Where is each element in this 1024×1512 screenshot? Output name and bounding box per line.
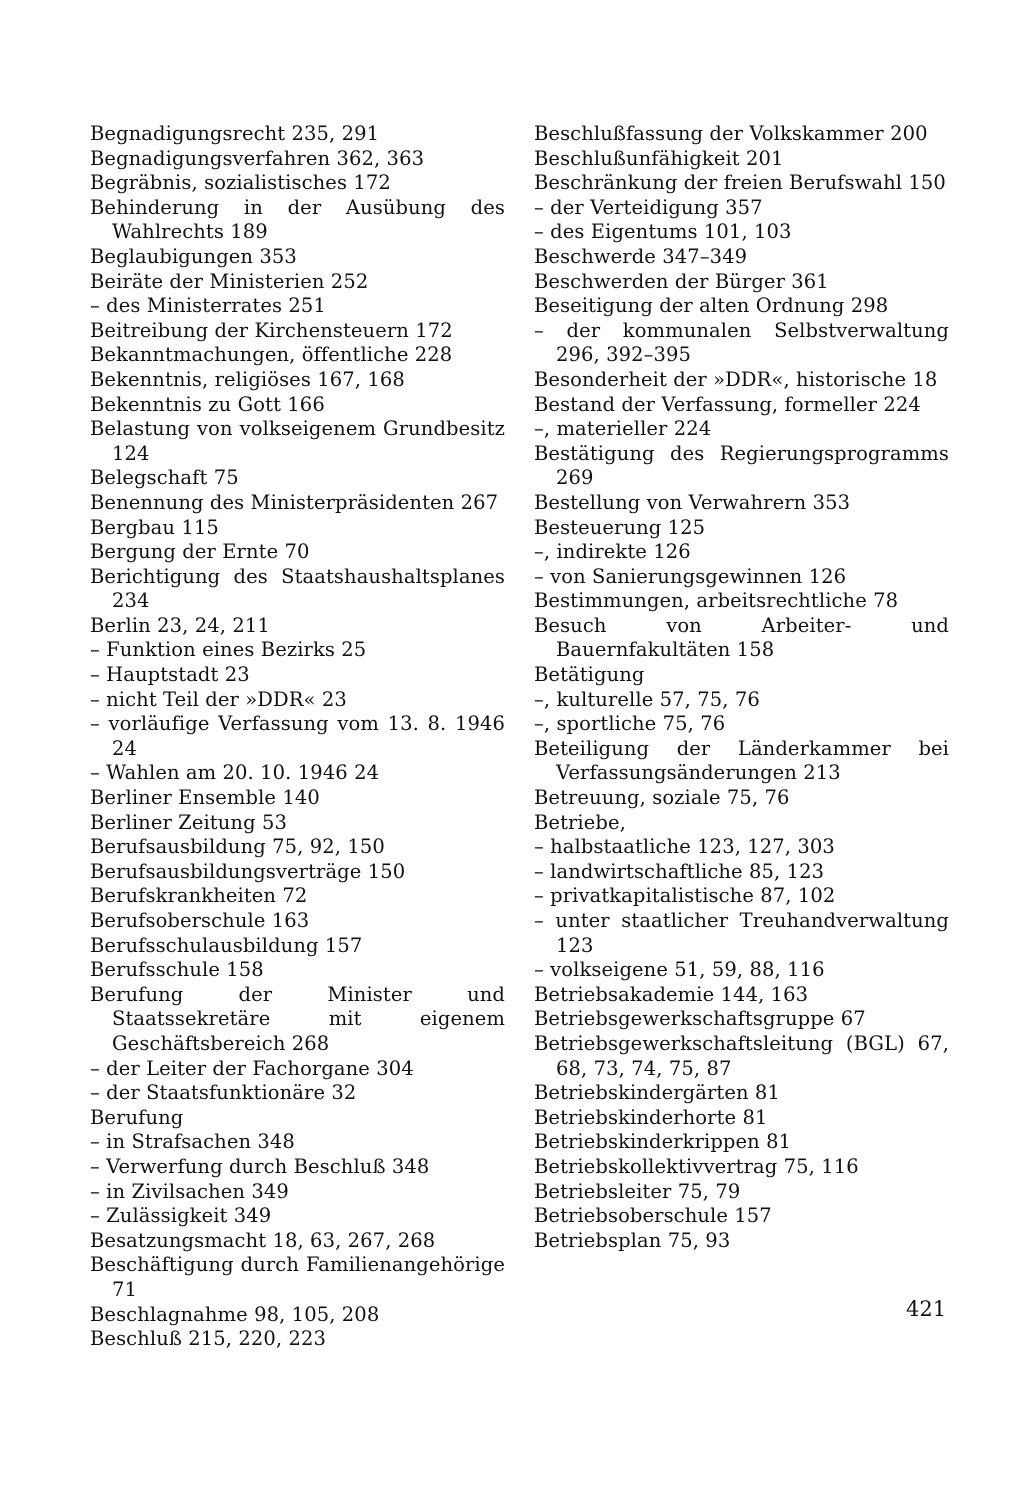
index-entry: –, kulturelle 57, 75, 76 [534,687,760,711]
index-entry: Behinderung in der Ausübung des Wahlrechts 189 [90,195,505,244]
page-number: 421 [906,1297,947,1321]
index-entry: Beschluß 215, 220, 223 [90,1327,327,1351]
index-entry: Beschränkung der freien Berufswahl 150 [534,171,946,195]
index-entry: Bestellung von Verwahrern 353 [534,490,851,514]
index-entry: – landwirtschaftliche 85, 123 [534,859,825,883]
index-column-left [90,122,505,1352]
index-entry: – der kommunalen Selbstverwaltung 296, 392–395 [534,318,949,367]
index-entry: –, materieller 224 [534,417,712,441]
index-entry: – von Sanierungsgewinnen 126 [534,564,847,588]
index-entry: Beschlagnahme 98, 105, 208 [90,1302,380,1326]
index-entry: Beschwerde 347–349 [534,244,748,268]
index-entry: Betriebskollektivvertrag 75, 116 [534,1154,859,1178]
index-entry: Berlin 23, 24, 211 [90,613,270,637]
index-entry: Beschwerden der Bürger 361 [534,269,829,293]
index-entry: Beschlußunfähigkeit 201 [534,146,784,170]
index-entry: Betriebe, [534,810,626,834]
index-entry: – nicht Teil der »DDR« 23 [90,687,347,711]
index-entry: Begräbnis, sozialistisches 172 [90,171,391,195]
index-entry: Belastung von volkseigenem Grundbesitz 124 [90,417,505,465]
index-entry: Betriebskinderkrippen 81 [534,1130,792,1154]
index-entry: Berufskrankheiten 72 [90,884,308,908]
index-entry: Beitreibung der Kirchensteuern 172 [90,318,453,342]
index-entry: – der Leiter der Fachorgane 304 [90,1056,414,1080]
index-entry: Bestimmungen, arbeitsrechtliche 78 [534,589,899,613]
index-entry: – der Verteidigung 357 [534,195,763,219]
index-entry: Bergung der Ernte 70 [90,540,310,564]
index-entry: Besuch von Arbeiter- und Bauernfakultäten 158 [534,613,949,662]
index-entry: Beglaubigungen 353 [90,244,297,268]
index-entry: Betriebskindergärten 81 [534,1081,780,1105]
index-entry: Beschlußfassung der Volkskammer 200 [534,122,928,145]
index-entry: Betriebsgewerkschaftsleitung (BGL) 67, 68, 73, 74, 75, 87 [534,1031,949,1080]
index-entry: – in Zivilsachen 349 [90,1179,289,1203]
index-entry: Betriebskinderhorte 81 [534,1105,768,1129]
index-entry: Berufung [90,1105,184,1129]
index-entry: Betriebsoberschule 157 [534,1204,772,1228]
index-entry: Bekanntmachungen, öffentliche 228 [90,343,453,367]
index-entry: – Hauptstadt 23 [90,663,250,687]
index-entry: – privatkapitalistische 87, 102 [534,884,836,908]
index-entry: – in Strafsachen 348 [90,1130,295,1154]
index-entry: – Funktion eines Bezirks 25 [90,638,367,662]
index-entry: – unter staatlicher Treuhandverwaltung 123 [534,909,949,957]
index-entry: Betriebsplan 75, 93 [534,1228,731,1252]
index-entry: Beseitigung der alten Ordnung 298 [534,294,889,318]
index-entry: Betriebsakademie 144, 163 [534,982,809,1006]
index-column-right [534,122,949,1253]
index-entry: Benennung des Ministerpräsidenten 267 [90,490,499,514]
index-entry: Bergbau 115 [90,515,219,539]
index-entry: Bestätigung des Regierungsprogramms 269 [534,441,949,490]
index-entry: –, indirekte 126 [534,540,691,564]
index-entry: – Verwerfung durch Beschluß 348 [90,1154,430,1178]
index-entry: Begnadigungsrecht 235, 291 [90,122,380,145]
index-entry: – halbstaatliche 123, 127, 303 [534,835,835,859]
index-entry: Besonderheit der »DDR«, historische 18 [534,367,938,391]
index-entry: Berufsoberschule 163 [90,909,310,932]
index-entry: Betriebsleiter 75, 79 [534,1179,741,1203]
index-entry: Begnadigungsverfahren 362, 363 [90,146,425,170]
index-entry: Berliner Ensemble 140 [90,786,320,810]
index-entry: – Zulässigkeit 349 [90,1204,272,1228]
index-entry: – der Staatsfunktionäre 32 [90,1081,357,1105]
index-entry: –, sportliche 75, 76 [534,712,726,736]
index-entry: Belegschaft 75 [90,466,239,490]
index-entry: – Wahlen am 20. 10. 1946 24 [90,761,380,785]
index-entry: Betätigung [534,663,645,687]
index-entry: Betriebsgewerkschaftsgruppe 67 [534,1007,866,1031]
index-entry: Besatzungsmacht 18, 63, 267, 268 [90,1228,436,1252]
index-entry: Beteiligung der Länderkammer bei Verfassungsänderungen 213 [534,736,949,785]
index-entry: Besteuerung 125 [534,515,706,539]
index-entry: Berufung der Minister und Staatssekretäre mit eigenem Geschäftsbereich 268 [90,982,505,1055]
index-entry: Berufsschulausbildung 157 [90,933,363,957]
index-entry: Berufsschule 158 [90,958,264,982]
index-entry: Berichtigung des Staatshaushaltsplanes 234 [90,564,505,613]
index-entry: – volkseigene 51, 59, 88, 116 [534,958,825,982]
index-entry: – des Ministerrates 251 [90,294,326,318]
index-entry: Betreuung, soziale 75, 76 [534,786,790,810]
index-entry: Berufsausbildungsverträge 150 [90,859,406,883]
index-entry: Berufsausbildung 75, 92, 150 [90,835,385,859]
index-entry: Beschäftigung durch Familienangehörige 71 [90,1253,505,1301]
index-entry: Bekenntnis, religiöses 167, 168 [90,367,405,391]
index-entry: Bekenntnis zu Gott 166 [90,392,325,416]
index-entry: – vorläufige Verfassung vom 13. 8. 1946 24 [90,712,505,760]
index-entry: Bestand der Verfassung, formeller 224 [534,392,921,416]
index-entry: Beiräte der Ministerien 252 [90,269,369,293]
index-entry: – des Eigentums 101, 103 [534,220,792,244]
index-entry: Berliner Zeitung 53 [90,810,287,834]
